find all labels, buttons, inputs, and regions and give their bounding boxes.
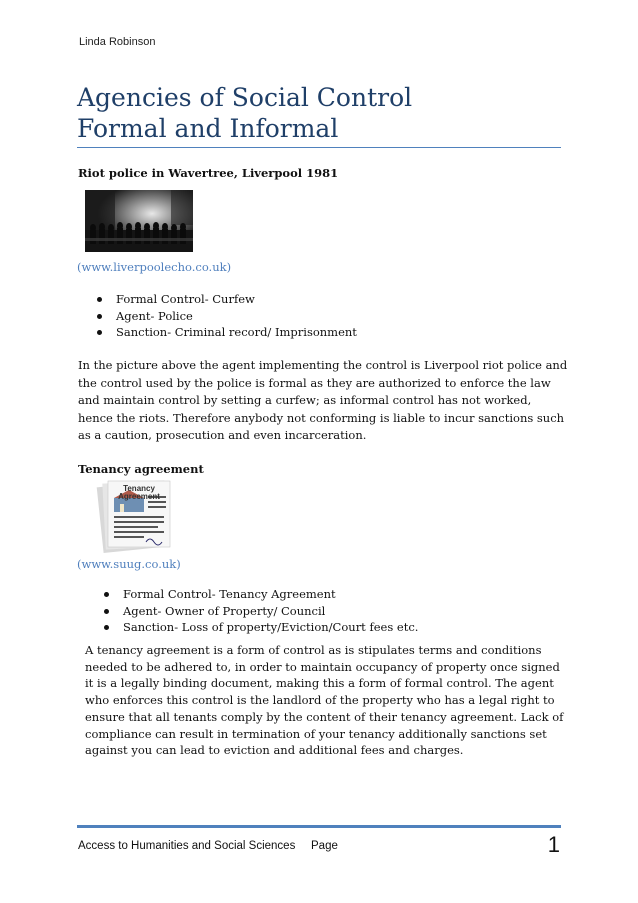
riot-paragraph-line: and maintain control by setting a curfew; as informal control has not worked, [78, 393, 532, 407]
riot-paragraph-line: as a caution, prosecution and even incarceration. [78, 428, 367, 442]
riot-image-source: (www.liverpoolecho.co.uk) [77, 260, 232, 274]
footer-page-label: Page [311, 840, 338, 852]
riot-paragraph-line: In the picture above the agent implementing the control is Liverpool riot police and [78, 358, 568, 372]
page-title-line-2: Formal and Informal [77, 114, 339, 143]
page-footer [78, 832, 562, 858]
tenancy-bullet-list [101, 586, 418, 636]
tenancy-bullet-control: Formal Control- Tenancy Agreement [101, 586, 418, 603]
riot-police-photo [85, 190, 193, 252]
tenancy-paragraph-line: it is a legally binding document, making this a form of formal control. The agent [85, 676, 554, 691]
footer-page-number: 1 [547, 832, 560, 857]
page-title-line-1: Agencies of Social Control [77, 83, 413, 112]
tenancy-paragraph-line: needed to be adhered to, in order to maintain occupancy of property once signed [85, 659, 560, 674]
riot-bullet-agent: Agent- Police [94, 308, 357, 325]
header-author: Linda Robinson [79, 36, 156, 48]
tenancy-section-heading: Tenancy agreement [78, 462, 204, 476]
riot-police-photo-image [85, 190, 193, 252]
riot-bullet-list [94, 291, 357, 341]
tenancy-paragraph-line: A tenancy agreement is a form of control as is stipulates terms and conditions [85, 643, 542, 657]
tenancy-paragraph [85, 642, 563, 759]
footer-course-name: Access to Humanities and Social Sciences [78, 840, 296, 852]
tenancy-agreement-image [92, 480, 178, 554]
tenancy-bullet-agent: Agent- Owner of Property/ Council [101, 603, 418, 620]
tenancy-paragraph-line: ensure that all tenants comply by the content of their tenancy agreement. Lack of [85, 709, 564, 724]
tenancy-image-caption-line-1: Tenancy [123, 484, 155, 493]
page-title [77, 82, 567, 144]
riot-paragraph-line: the control used by the police is formal as they are authorized to enforce the law [78, 375, 551, 390]
tenancy-paragraph-line: who enforces this control is the landlord of the property who has a legal right to [85, 693, 555, 708]
riot-bullet-sanction: Sanction- Criminal record/ Imprisonment [94, 324, 357, 341]
riot-paragraph-line: hence the riots. Therefore anybody not conforming is liable to incur sanctions such [78, 410, 565, 425]
tenancy-image-source: (www.suug.co.uk) [77, 557, 181, 571]
tenancy-paragraph-line: compliance can result in termination of your tenancy additionally sanctions set [85, 726, 547, 741]
riot-paragraph [78, 357, 567, 445]
riot-section-heading: Riot police in Wavertree, Liverpool 1981 [78, 166, 339, 180]
tenancy-image-caption-line-2: Agreement [118, 492, 160, 501]
title-underline [77, 147, 561, 148]
tenancy-bullet-sanction: Sanction- Loss of property/Eviction/Court fees etc. [101, 619, 418, 636]
footer-rule [77, 825, 561, 828]
tenancy-image-caption [108, 485, 170, 501]
riot-bullet-control: Formal Control- Curfew [94, 291, 357, 308]
tenancy-paragraph-line: against you can lead to eviction and additional fees and charges. [85, 743, 464, 758]
